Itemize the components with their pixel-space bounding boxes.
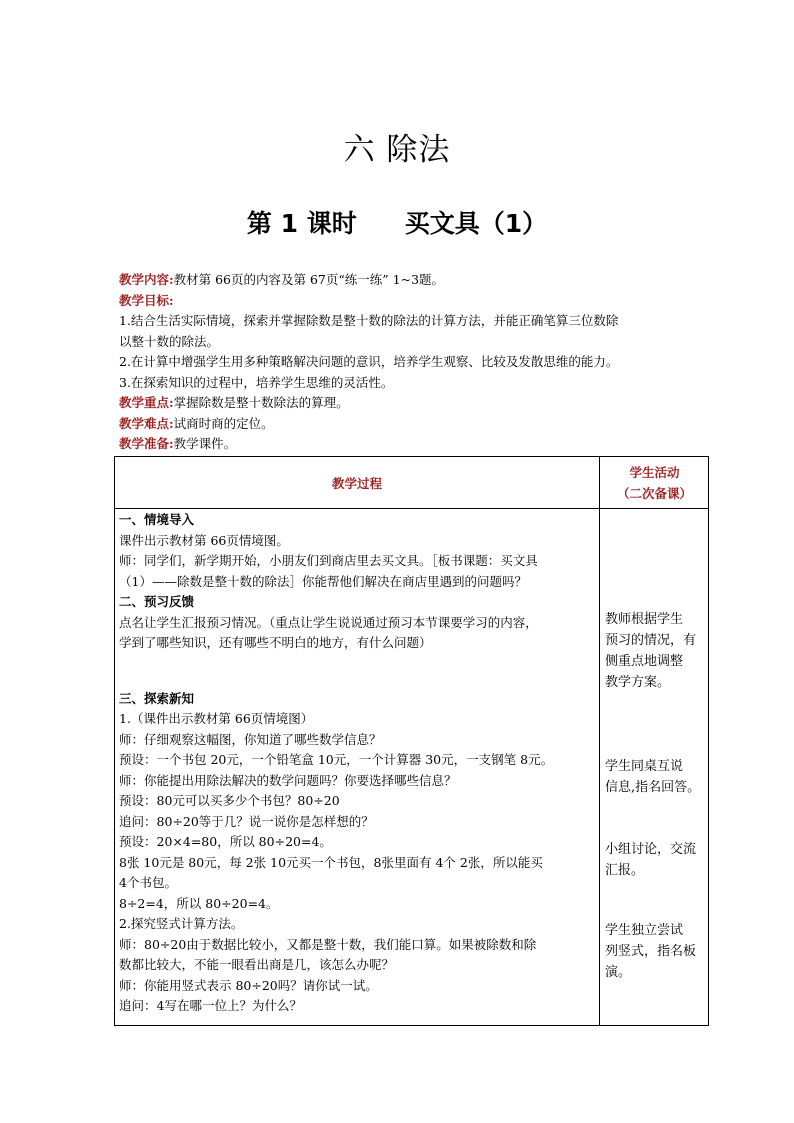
goal-line: 3.在探索知识的过程中，培养学生思维的灵活性。	[119, 374, 394, 390]
note-line: 教学方案。	[605, 675, 671, 690]
lesson-number: 第 1 课时	[246, 209, 357, 238]
note-line: 信息,指名回答。	[605, 780, 701, 795]
header-student-activity	[600, 457, 709, 508]
preparation-text: 教学课件。	[173, 436, 237, 451]
goals-row	[119, 291, 719, 312]
goal-line: 2.在计算中增强学生用多种策略解决问题的意识，培养学生观察、比较及发散思维的能力。	[119, 354, 619, 369]
text-line: 师：仔细观察这幅图，你知道了哪些数学信息？	[119, 731, 382, 747]
student-activity-note	[605, 756, 708, 798]
text-line: 点名让学生汇报预习情况。（重点让学生说说通过预习本节课要学习的内容，	[119, 614, 538, 630]
lesson-info	[119, 270, 719, 455]
preparation-label: 教学准备:	[119, 436, 174, 451]
text-line: 师：80÷20由于数据比较小，又都是整十数，我们能口算。如果被除数和除	[119, 936, 537, 952]
text-line: 课件出示教材第 66页情境图。	[119, 532, 289, 548]
text-line: 师：同学们，新学期开始，小朋友们到商店里去买文具。［板书课题：买文具	[119, 553, 538, 568]
preparation-row	[119, 434, 719, 455]
student-activity-note	[605, 920, 708, 983]
lesson-title	[0, 204, 794, 240]
spacer	[119, 654, 597, 689]
goal-line: 以整十数的除法。	[119, 333, 220, 349]
text-line: 4个书包。	[119, 875, 177, 890]
key-point-row	[119, 393, 719, 414]
header-student-activity-sub: （二次备课）	[616, 485, 692, 501]
note-line: 小组讨论，交流	[605, 842, 697, 857]
column-divider	[599, 457, 600, 1025]
text-line: 追问：4写在哪一位上？为什么？	[119, 998, 302, 1013]
difficulty-row	[119, 414, 719, 435]
key-point-text: 掌握除数是整十数除法的算理。	[173, 395, 349, 410]
text-line: 追问：80÷20等于几？说一说你是怎样想的？	[119, 813, 374, 829]
content-label: 教学内容:	[119, 272, 174, 287]
content-text: 教材第 66页的内容及第 67页“练一练” 1~3题。	[173, 272, 445, 287]
note-line: 教师根据学生	[605, 612, 684, 627]
student-activity-note	[605, 839, 708, 881]
header-divider	[115, 508, 708, 509]
difficulty-text: 试商时商的定位。	[173, 415, 274, 431]
difficulty-label: 教学难点:	[119, 415, 174, 431]
goals-label: 教学目标:	[119, 292, 174, 308]
section-title: 二、预习反馈	[119, 594, 195, 609]
goal-line: 1.结合生活实际情境，探索并掌握除数是整十数的除法的计算方法，并能正确笔算三位数除	[119, 313, 619, 328]
text-line: 8张 10元是 80元，每 2张 10元买一个书包，8张里面有 4个 2张，所以能买	[119, 854, 543, 870]
note-line: 列竖式，指名板	[605, 944, 697, 959]
note-line: 学生同桌互说	[605, 759, 684, 774]
text-line: （1）——除数是整十数的除法］你能帮他们解决在商店里遇到的问题吗？	[119, 573, 527, 589]
text-line: 师：你能用竖式表示 80÷20吗？请你试一试。	[119, 977, 378, 993]
note-line: 学生独立尝试	[605, 923, 684, 938]
section-title: 一、情境导入	[119, 512, 195, 527]
lesson-name: 买文具（1）	[404, 209, 548, 238]
teaching-process-table	[114, 456, 709, 1026]
note-line: 演。	[605, 965, 632, 980]
text-line: 8÷2=4，所以 80÷20=4。	[119, 895, 279, 911]
text-line: 数都比较大，不能一眼看出商是几，该怎么办呢？	[119, 957, 395, 972]
note-line: 汇报。	[605, 863, 645, 878]
text-line: 预设：20×4=80，所以 80÷20=4。	[119, 834, 332, 849]
header-student-activity-title: 学生活动	[629, 464, 680, 480]
header-teaching-process: 教学过程	[331, 475, 382, 491]
text-line: 学到了哪些知识，还有哪些不明白的地方，有什么问题）	[119, 635, 432, 650]
note-line: 预习的情况，有	[605, 633, 697, 648]
text-line: 2.探究竖式计算方法。	[119, 916, 244, 931]
section-title: 三、探索新知	[119, 690, 195, 706]
text-line: 师：你能提出用除法解决的数学问题吗？你要选择哪些信息？	[119, 772, 457, 788]
process-column	[119, 510, 597, 1017]
text-line: 预设：80元可以买多少个书包？80÷20	[119, 793, 340, 808]
content-row	[119, 270, 719, 291]
unit-title: 六 除法	[343, 132, 451, 168]
text-line: 1.（课件出示教材第 66页情境图）	[119, 711, 314, 726]
note-line: 侧重点地调整	[605, 654, 684, 669]
student-activity-note	[605, 609, 708, 693]
text-line: 预设：一个书包 20元，一个铅笔盒 10元，一个计算器 30元，一支钢笔 8元。	[119, 752, 554, 767]
key-point-label: 教学重点:	[119, 395, 174, 410]
